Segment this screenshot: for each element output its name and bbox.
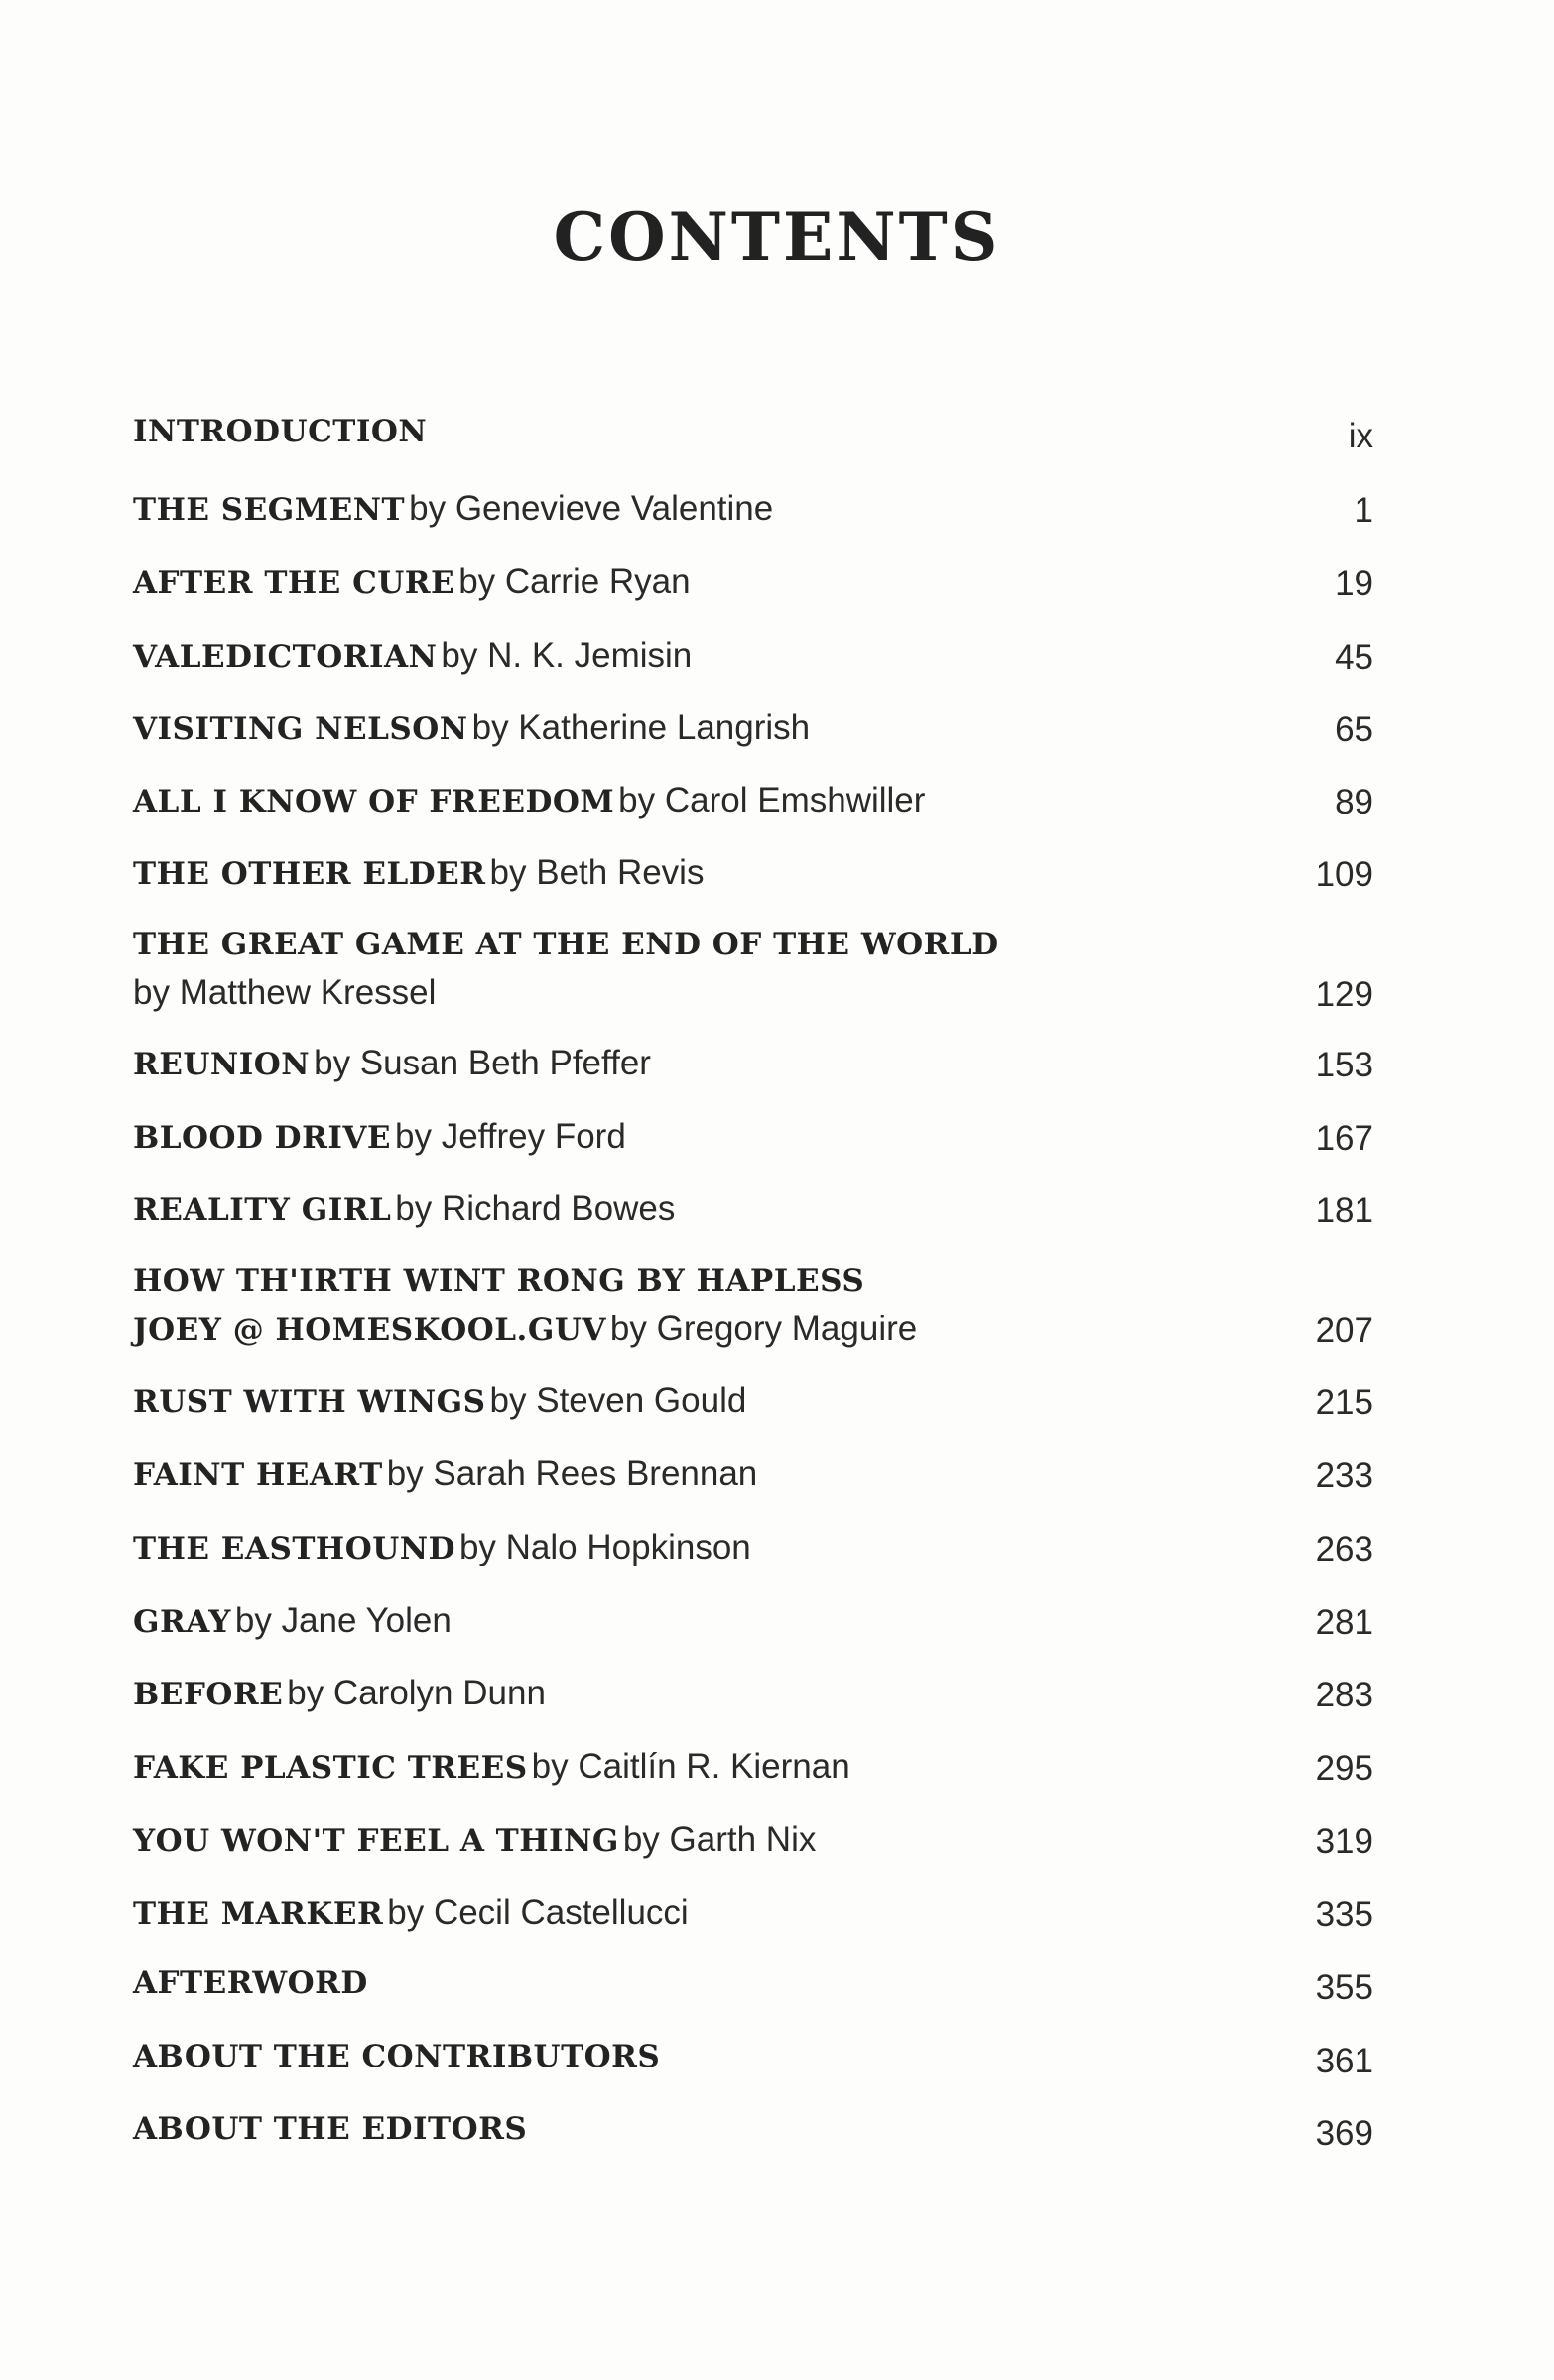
- entry-title: GRAY: [133, 1604, 231, 1640]
- entry-page-number: 19: [1335, 564, 1373, 603]
- entry-title: ALL I KNOW OF FREEDOM: [133, 784, 615, 819]
- entry-page-number: 295: [1315, 1749, 1373, 1788]
- page-title: CONTENTS: [553, 198, 1001, 276]
- entry-title-continued: JOEY @ HOMESKOOL.GUV: [133, 1313, 606, 1348]
- entry-author: by Carrie Ryan: [458, 563, 691, 601]
- entry-title: AFTER THE CURE: [133, 565, 455, 601]
- entry-page-number: 361: [1315, 2042, 1373, 2080]
- entry-title: RUST WITH WINGS: [133, 1384, 486, 1420]
- entry-author: by Steven Gould: [489, 1381, 747, 1420]
- entry-title: THE EASTHOUND: [133, 1531, 455, 1566]
- entry-title: VALEDICTORIAN: [133, 639, 438, 675]
- entry-page-number: ix: [1348, 417, 1373, 455]
- entry-title: BEFORE: [133, 1677, 284, 1712]
- entry-title: ABOUT THE CONTRIBUTORS: [133, 2039, 661, 2074]
- entry-author: by Sarah Rees Brennan: [386, 1454, 758, 1493]
- entry-page-number: 207: [1315, 1312, 1373, 1350]
- entry-page-number: 283: [1315, 1676, 1373, 1714]
- entry-author: by Nalo Hopkinson: [458, 1528, 751, 1566]
- table-of-contents: [133, 0, 1373, 2380]
- entry-title: AFTERWORD: [133, 1965, 368, 2001]
- entry-page-number: 45: [1335, 638, 1373, 677]
- entry-page-number: 335: [1315, 1895, 1373, 1934]
- entry-author: by N. K. Jemisin: [441, 636, 693, 675]
- entry-author: by Caitlín R. Kiernan: [531, 1747, 850, 1786]
- entry-title: YOU WON'T FEEL A THING: [133, 1823, 619, 1859]
- entry-page-number: 89: [1335, 783, 1373, 821]
- entry-title: VISITING NELSON: [133, 711, 468, 747]
- entry-author: by Jane Yolen: [234, 1601, 452, 1640]
- entry-author: by Cecil Castellucci: [387, 1893, 689, 1932]
- entry-title: REUNION: [133, 1047, 311, 1082]
- entry-author: by Richard Bowes: [395, 1190, 676, 1228]
- entry-author: by Carol Emshwiller: [618, 781, 926, 819]
- entry-author: by Susan Beth Pfeffer: [314, 1044, 651, 1082]
- entry-page-number: 65: [1335, 710, 1373, 749]
- entry-author: by Genevieve Valentine: [409, 489, 774, 528]
- entry-page-number: 167: [1315, 1119, 1373, 1158]
- entry-page-number: 1: [1354, 491, 1373, 530]
- entry-title: REALITY GIRL: [133, 1192, 392, 1228]
- entry-page-number: 319: [1315, 1822, 1373, 1861]
- entry-author: by Matthew Kressel: [133, 973, 437, 1012]
- entry-title: THE GREAT GAME AT THE END OF THE WORLD: [133, 927, 999, 962]
- entry-page-number: 281: [1315, 1603, 1373, 1642]
- entry-page-number: 369: [1315, 2114, 1373, 2153]
- entry-author: by Garth Nix: [622, 1820, 817, 1859]
- entry-author: by Katherine Langrish: [471, 708, 811, 747]
- entry-author: by Carolyn Dunn: [287, 1674, 546, 1712]
- entry-page-number: 181: [1315, 1191, 1373, 1230]
- entry-author: by Jeffrey Ford: [395, 1117, 626, 1156]
- entry-page-number: 233: [1315, 1456, 1373, 1495]
- entry-author: by Gregory Maguire: [609, 1310, 918, 1348]
- entry-title: ABOUT THE EDITORS: [133, 2111, 528, 2147]
- entry-page-number: 355: [1315, 1968, 1373, 2007]
- entry-page-number: 263: [1315, 1530, 1373, 1568]
- entry-page-number: 129: [1315, 975, 1373, 1014]
- entry-title: THE MARKER: [133, 1896, 384, 1932]
- entry-title: THE OTHER ELDER: [133, 856, 486, 892]
- entry-title: HOW TH'IRTH WINT RONG BY HAPLESS: [133, 1263, 865, 1299]
- entry-page-number: 153: [1315, 1046, 1373, 1084]
- entry-title: FAINT HEART: [133, 1457, 383, 1493]
- entry-page-number: 215: [1315, 1383, 1373, 1422]
- entry-page-number: 109: [1315, 855, 1373, 894]
- entry-title: INTRODUCTION: [133, 414, 428, 449]
- entry-title: BLOOD DRIVE: [133, 1120, 392, 1156]
- entry-title: FAKE PLASTIC TREES: [133, 1750, 528, 1786]
- entry-author: by Beth Revis: [489, 853, 705, 892]
- entry-title: THE SEGMENT: [133, 492, 406, 528]
